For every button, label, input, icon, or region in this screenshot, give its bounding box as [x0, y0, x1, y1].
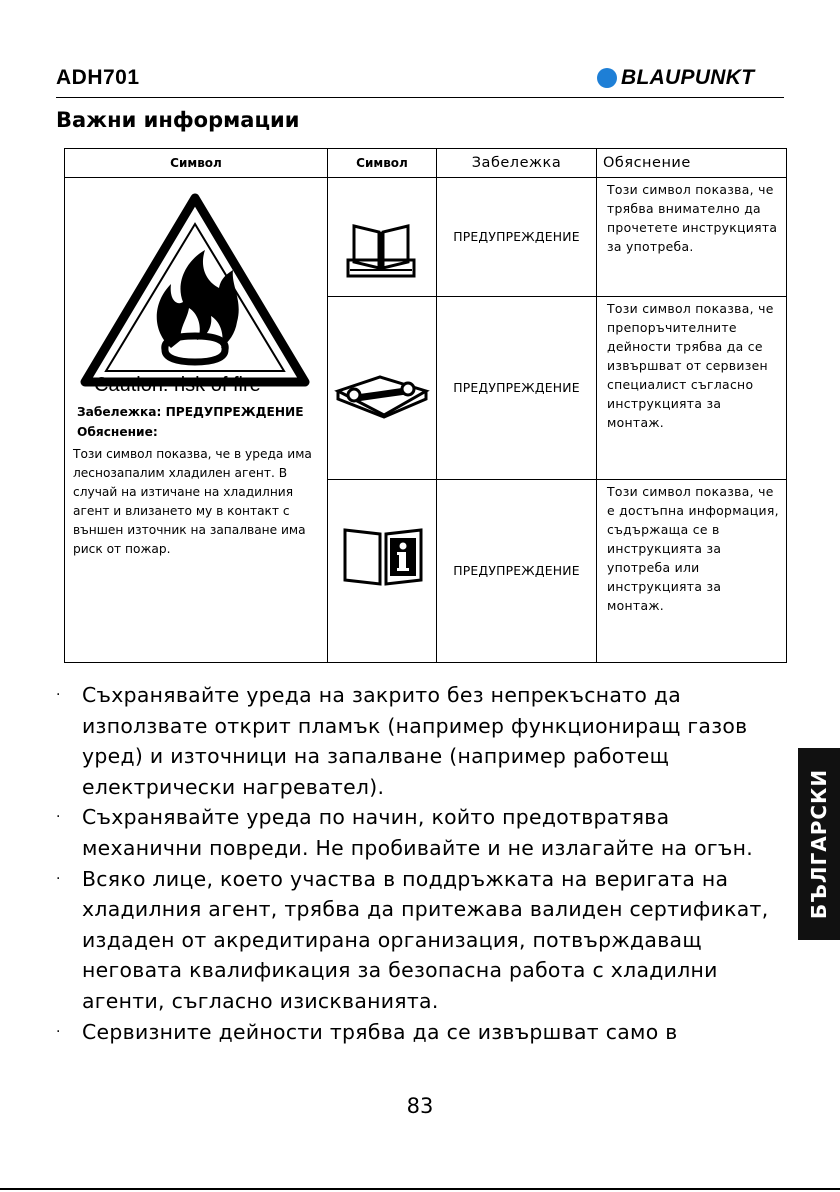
fire-note: Забележка: ПРЕДУПРЕЖДЕНИЕ: [77, 405, 304, 419]
service-wrench-manual-icon: [334, 369, 430, 423]
flammable-warning-icon: [79, 190, 311, 390]
bullet-glyph: ·: [56, 809, 61, 826]
safety-bullet-list: [56, 680, 796, 1047]
service-symbol-cell: [328, 296, 437, 479]
model-label: ADH701: [56, 66, 140, 89]
language-side-tab: [798, 748, 840, 940]
info-symbol-cell: [328, 479, 437, 662]
list-item: [56, 864, 796, 1017]
note-warning: ПРЕДУПРЕЖДЕНИЕ: [437, 178, 597, 297]
fire-explanation-label: Обяснение:: [77, 425, 158, 439]
header-rule: [56, 97, 784, 98]
table-header-row: [65, 149, 787, 178]
symbols-table: [64, 148, 787, 663]
bullet-text: Сервизните дейности трябва да се извършват само в: [82, 1019, 678, 1044]
brand-dot-icon: [597, 68, 617, 88]
table-row: [65, 178, 787, 297]
bullet-text: Съхранявайте уреда по начин, който предотвратява механични повреди. Не пробивайте и не излагайте на огън.: [82, 805, 754, 860]
list-item: [56, 680, 796, 802]
col-header-symbol: Символ: [65, 149, 328, 178]
note-warning: ПРЕДУПРЕЖДЕНИЕ: [437, 296, 597, 479]
language-side-tab-label: БЪЛГАРСКИ: [807, 768, 831, 920]
bottom-rule: [0, 1188, 840, 1190]
bullet-text: Всяко лице, което участва в поддръжката на веригата на хладилния агент, трябва да притежава валиден сертификат, издаден от акредитирана организация, потвърждаващ неговата квалификация за безопасна работа с хладилни агенти, съгласно изискванията.: [82, 866, 769, 1013]
explanation-text: Този символ показва, че трябва внимателно да прочетете инструкцията за употреба.: [597, 178, 787, 297]
explanation-text: Този символ показва, че е достъпна информация, съдържаща се в инструкцията за употреба или инструкцията за монтаж.: [597, 479, 787, 662]
list-item: [56, 1017, 796, 1048]
col-header-note: Забележка: [437, 149, 597, 178]
col-header-symbol-2: Символ: [328, 149, 437, 178]
brand-logo: [597, 64, 783, 92]
explanation-text: Този символ показва, че препоръчителните дейности трябва да се извършват от сервизен специалист съгласно инструкцията за монтаж.: [597, 296, 787, 479]
book-manual-icon: [346, 222, 416, 284]
fire-symbol-cell: [65, 178, 328, 663]
bullet-glyph: ·: [56, 1023, 61, 1040]
col-header-explanation: Обяснение: [597, 149, 787, 178]
bullet-glyph: ·: [56, 870, 61, 887]
book-symbol-cell: [328, 178, 437, 297]
info-manual-icon: [342, 524, 424, 592]
bullet-text: Съхранявайте уреда на закрито без непрекъснато да използвате открит пламък (например функциониращ газов уред) и източници на запалване (например работещ електрически нагревател).: [82, 683, 748, 799]
list-item: [56, 802, 796, 863]
page-title: Важни информации: [56, 108, 300, 132]
page-number: 83: [406, 1094, 434, 1118]
caution-text: Caution: risk of fire: [94, 374, 261, 396]
brand-name: BLAUPUNKT: [621, 66, 755, 89]
bullet-glyph: ·: [56, 687, 61, 703]
fire-explanation: Този символ показва, че в уреда има леснозапалим хладилен агент. В случай на изтичане на хладилния агент и влизането му в контакт с външен източник на запалване има риск от пожар.: [73, 447, 312, 556]
note-warning: ПРЕДУПРЕЖДЕНИЕ: [437, 479, 597, 662]
